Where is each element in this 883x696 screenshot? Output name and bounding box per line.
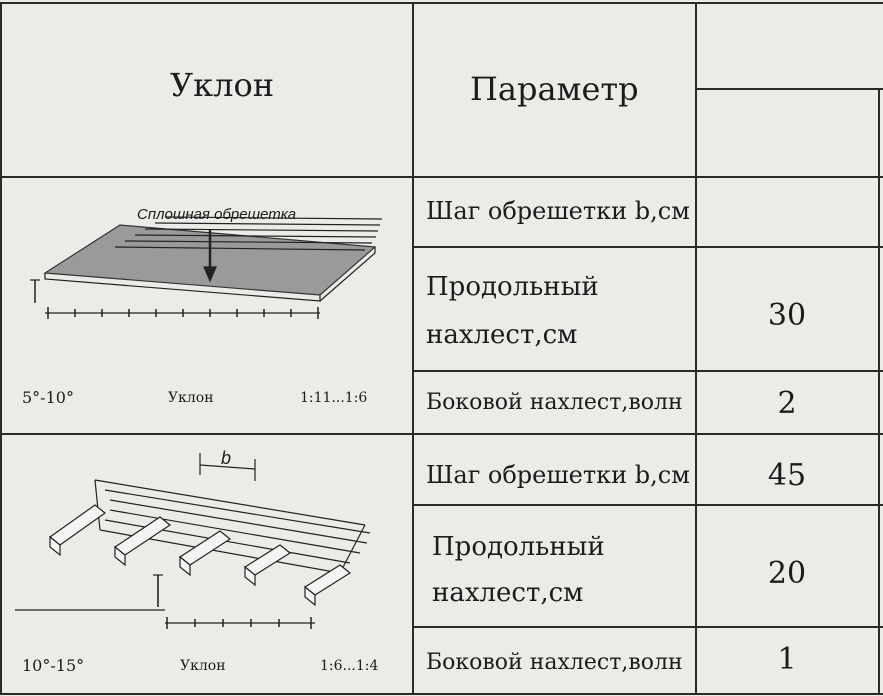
grid-line — [0, 2, 2, 695]
grid-line — [413, 504, 883, 506]
value-longitudinal-overlap-2: 20 — [767, 556, 807, 591]
grid-line — [413, 246, 883, 248]
solid-sheathing-label: Сплошная обрешетка — [137, 206, 297, 223]
value-batten-step-2: 45 — [767, 458, 807, 493]
header-slope: Уклон — [170, 66, 275, 104]
grid-line — [413, 370, 883, 372]
param-batten-step-1: Шаг обрешетки b,см — [426, 197, 690, 225]
param-side-overlap-1: Боковой нахлест,волн — [426, 390, 683, 415]
grid-line — [0, 693, 883, 695]
value-longitudinal-overlap-1: 30 — [767, 298, 807, 333]
header-parameter: Параметр — [470, 70, 639, 108]
grid-line — [413, 626, 883, 628]
grid-line — [412, 2, 414, 695]
grid-line — [696, 88, 883, 90]
slope-ratio-1: 1:11...1:6 — [300, 390, 368, 406]
value-side-overlap-2: 1 — [777, 642, 797, 677]
grid-line — [878, 90, 880, 695]
param-longitudinal-overlap-1a: Продольный — [426, 272, 599, 302]
param-side-overlap-2: Боковой нахлест,волн — [426, 650, 683, 675]
slope-angle-2: 10°-15° — [22, 656, 85, 675]
param-longitudinal-overlap-2a: Продольный — [432, 532, 605, 562]
grid-line — [0, 433, 883, 435]
slope-word-2: Уклон — [180, 658, 226, 674]
grid-line — [695, 2, 697, 695]
spaced-battens-diagram — [15, 445, 405, 645]
param-batten-step-2: Шаг обрешетки b,см — [426, 461, 690, 489]
slope-angle-1: 5°-10° — [22, 388, 74, 407]
slope-word-1: Уклон — [168, 390, 214, 406]
batten-spacing-label: b — [221, 448, 232, 468]
param-longitudinal-overlap-2b: нахлест,см — [432, 578, 584, 608]
slope-ratio-2: 1:6...1:4 — [320, 658, 379, 674]
grid-line — [0, 2, 883, 4]
value-side-overlap-1: 2 — [777, 386, 797, 421]
grid-line — [0, 176, 883, 178]
param-longitudinal-overlap-1b: нахлест,см — [426, 320, 578, 350]
